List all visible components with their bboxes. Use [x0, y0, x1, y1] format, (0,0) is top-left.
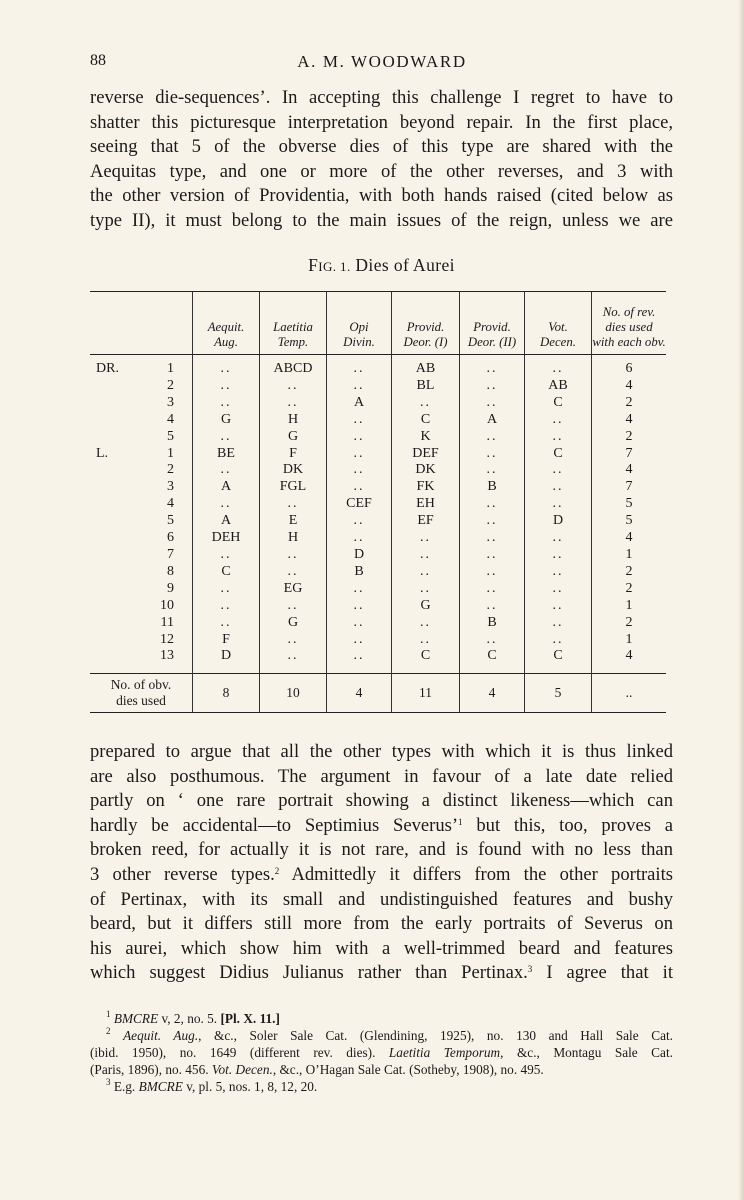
table-cell: 1	[592, 632, 667, 649]
table-cell: ..	[327, 479, 392, 496]
table-cell: BL	[392, 378, 460, 395]
table-cell: FK	[392, 479, 460, 496]
running-title: A. M. WOODWARD	[297, 52, 467, 71]
table-cell: D	[193, 648, 260, 673]
table-cell: ..	[525, 496, 592, 513]
table-cell: 7	[592, 479, 667, 496]
footnote-text: , &c., Montagu Sale Cat.	[500, 1045, 673, 1060]
table-row	[90, 530, 666, 547]
table-cell: B	[327, 564, 392, 581]
table-cell: ..	[193, 395, 260, 412]
table-cell: H	[260, 530, 327, 547]
table-cell: DEF	[392, 446, 460, 463]
table-cell: ..	[193, 581, 260, 598]
table-cell: ..	[460, 496, 525, 513]
footnote-ref: 3	[527, 964, 533, 975]
row-group-label	[90, 547, 134, 564]
running-head	[90, 52, 674, 74]
row-number: 5	[167, 513, 174, 529]
row-number: 11	[160, 614, 174, 630]
row-number: 7	[167, 546, 174, 562]
text-line: type II), it must belong to the main issues of the reign, unless we are	[90, 209, 673, 231]
table-cell: ..	[327, 632, 392, 649]
table-row	[90, 496, 666, 513]
table-cell: K	[392, 429, 460, 446]
footer-cell: 11	[392, 674, 460, 713]
table-cell: ..	[193, 355, 260, 378]
row-number: 3	[167, 479, 174, 495]
table-cell: ..	[460, 513, 525, 530]
table-cell: D	[525, 513, 592, 530]
footer-cell: 4	[460, 674, 525, 713]
footer-cell: ..	[592, 674, 667, 713]
text-fragment: but this, too, proves a	[476, 814, 673, 836]
table-cell: 1	[592, 547, 667, 564]
table-cell: ..	[525, 632, 592, 649]
footnote-italic: Laetitia Temporum	[388, 1045, 501, 1060]
table-cell: F	[260, 446, 327, 463]
row-group-label	[90, 462, 134, 479]
table-cell: C	[460, 648, 525, 673]
footnote-mark: 3	[106, 1077, 111, 1087]
page-edge-shadow	[738, 0, 744, 1200]
row-number: 10	[160, 597, 174, 613]
text-line: seeing that 5 of the obverse dies of this type are shared with the	[90, 136, 673, 158]
table-cell: 5	[592, 496, 667, 513]
table-cell: ..	[193, 547, 260, 564]
table-cell: ..	[525, 547, 592, 564]
table-cell: ..	[327, 355, 392, 378]
footnote-2-line-3	[90, 1061, 673, 1078]
table-cell: A	[327, 395, 392, 412]
row-number: 4	[167, 411, 174, 427]
footnote-text: (Paris, 1896), no. 456.	[90, 1062, 212, 1077]
footnote-text: , &c., O’Hagan Sale Cat. (Sotheby, 1908), no. 495.	[272, 1062, 544, 1077]
footer-cell: 10	[260, 674, 327, 713]
footnote-1	[90, 1010, 673, 1027]
text-line: beard, but it differs still more from the early portraits of Severus on	[90, 913, 673, 935]
table-cell: ..	[193, 496, 260, 513]
table-cell: C	[525, 648, 592, 673]
footnote-text: , &c., Soler Sale Cat. (Glendining, 1925), no. 130 and Hall Sale Cat.	[198, 1028, 673, 1043]
table-cell: ..	[327, 581, 392, 598]
column-header: Vot. Decen.	[525, 292, 592, 355]
column-header: Opi Divin.	[327, 292, 392, 355]
figure-label-initial: F	[308, 255, 319, 275]
table-row	[90, 564, 666, 581]
row-number: 2	[167, 462, 174, 478]
table-cell: ..	[525, 598, 592, 615]
table-cell: ..	[392, 615, 460, 632]
column-header: Provid. Deor. (I)	[392, 292, 460, 355]
table-row	[90, 378, 666, 395]
body-paragraph-bottom	[90, 740, 673, 986]
row-group-label	[90, 564, 134, 581]
table-row	[90, 615, 666, 632]
table-cell: EG	[260, 581, 327, 598]
table-cell: A	[193, 479, 260, 496]
row-group-label	[90, 530, 134, 547]
row-number: 8	[167, 563, 174, 579]
row-number: 9	[167, 580, 174, 596]
table-row	[90, 462, 666, 479]
table-cell: ..	[392, 530, 460, 547]
table-cell: ..	[327, 598, 392, 615]
row-group-label: L.	[96, 445, 109, 461]
row-group-label	[90, 395, 134, 412]
table-cell: AB	[392, 355, 460, 378]
table-cell: EF	[392, 513, 460, 530]
table-cell: ..	[525, 530, 592, 547]
row-group-label	[90, 648, 134, 673]
row-group-label	[90, 429, 134, 446]
table-header-row	[90, 292, 666, 355]
table-cell: A	[193, 513, 260, 530]
figure-title: Dies of Aurei	[355, 255, 455, 275]
table-cell: ..	[525, 564, 592, 581]
table-cell: ..	[460, 395, 525, 412]
table-header-stub	[90, 292, 193, 355]
table-cell: ..	[460, 632, 525, 649]
text-fragment: Admittedly it differs from the other portraits	[291, 863, 673, 885]
table-cell: ..	[460, 378, 525, 395]
row-number: 5	[167, 428, 174, 444]
text-line: the other version of Providentia, with both hands raised (cited below as	[90, 185, 673, 207]
table-cell: C	[392, 648, 460, 673]
footer-cell: 8	[193, 674, 260, 713]
footnote-text: v, pl. 5, nos. 1, 8, 12, 20.	[182, 1079, 318, 1094]
footnote-mark: 2	[106, 1026, 111, 1036]
footnote-2-line-2	[90, 1044, 673, 1061]
row-number: 1	[167, 445, 174, 461]
dies-table	[90, 291, 666, 713]
table-cell: ..	[327, 530, 392, 547]
text-fragment: hardly be accidental—to Septimius Severus’	[90, 814, 459, 836]
figure-caption	[90, 255, 673, 276]
row-group-label	[90, 615, 134, 632]
table-cell: ..	[260, 395, 327, 412]
table-cell: H	[260, 412, 327, 429]
footnote-ref: 2	[274, 865, 280, 876]
row-number: 6	[167, 530, 174, 546]
text-fragment: I agree that it	[546, 962, 673, 984]
table-cell: ..	[460, 462, 525, 479]
table-row	[90, 648, 666, 673]
column-header: Aequit. Aug.	[193, 292, 260, 355]
text-line: partly on ‘ one rare portrait showing a distinct likeness—which can	[90, 790, 673, 812]
table-cell: ..	[460, 547, 525, 564]
table-cell: ..	[392, 547, 460, 564]
text-line: broken reed, for actually it is not rare, and is found with no less than	[90, 839, 673, 861]
figure-label-rest: IG. 1.	[318, 259, 351, 274]
row-group-label	[90, 632, 134, 649]
table-cell: ..	[193, 378, 260, 395]
row-number: 3	[167, 394, 174, 410]
table-cell: 1	[592, 598, 667, 615]
table-cell: 7	[592, 446, 667, 463]
table-row	[90, 598, 666, 615]
table-cell: ..	[327, 513, 392, 530]
footnote-2	[90, 1027, 673, 1044]
table-cell: ..	[460, 446, 525, 463]
row-group-label: DR.	[96, 361, 119, 376]
table-cell: ..	[525, 412, 592, 429]
footer-label: No. of obv. dies used	[90, 674, 193, 713]
table-cell: 4	[592, 648, 667, 673]
page-number: 88	[90, 52, 106, 69]
column-header: Provid. Deor. (II)	[460, 292, 525, 355]
table-cell: 5	[592, 513, 667, 530]
table-cell: C	[193, 564, 260, 581]
text-line	[90, 863, 673, 888]
table-cell: ..	[460, 530, 525, 547]
table-cell: EH	[392, 496, 460, 513]
row-group-label	[90, 496, 134, 513]
table-cell: D	[327, 547, 392, 564]
row-number: 2	[167, 377, 174, 393]
table-cell: DEH	[193, 530, 260, 547]
footnote-mark: 1	[106, 1009, 111, 1019]
table-cell: BE	[193, 446, 260, 463]
table-cell: ..	[260, 598, 327, 615]
table-footer-row	[90, 674, 666, 713]
table-cell: ..	[260, 564, 327, 581]
table-cell: C	[525, 446, 592, 463]
table-cell: 2	[592, 429, 667, 446]
table-body	[90, 355, 666, 674]
table-cell: ..	[525, 355, 592, 378]
table-cell: G	[260, 429, 327, 446]
table-cell: 4	[592, 378, 667, 395]
row-group-label	[90, 581, 134, 598]
row-group-label	[90, 378, 134, 395]
table-cell: ..	[392, 395, 460, 412]
body-paragraph-top	[90, 86, 673, 234]
footnote-text: (ibid. 1950), no. 1649 (different rev. dies).	[90, 1045, 389, 1060]
table-cell: ..	[460, 564, 525, 581]
table-cell: ABCD	[260, 355, 327, 378]
table-cell: 4	[592, 412, 667, 429]
table-row	[90, 479, 666, 496]
table-cell: 2	[592, 564, 667, 581]
footnote-plate-ref: [Pl. X. 11.]	[220, 1011, 280, 1026]
table-cell: ..	[327, 615, 392, 632]
table-cell: ..	[525, 462, 592, 479]
table-cell: ..	[327, 446, 392, 463]
row-number: 4	[167, 496, 174, 512]
table-cell: ..	[260, 648, 327, 673]
footer-cell: 5	[525, 674, 592, 713]
table-cell: G	[193, 412, 260, 429]
table-row	[90, 412, 666, 429]
footnote-italic: Vot. Decen.	[211, 1062, 273, 1077]
table-row	[90, 355, 666, 378]
row-group-label	[90, 412, 134, 429]
table-cell: CEF	[327, 496, 392, 513]
table-cell: ..	[260, 378, 327, 395]
table-cell: ..	[193, 598, 260, 615]
footnote-italic: BMCRE	[113, 1011, 159, 1026]
table-row	[90, 429, 666, 446]
table-cell: 4	[592, 462, 667, 479]
text-line: his aurei, which show him with a well-trimmed beard and features	[90, 937, 673, 959]
table-cell: 2	[592, 395, 667, 412]
table-cell: ..	[460, 598, 525, 615]
table-cell: ..	[525, 479, 592, 496]
table-cell: 2	[592, 581, 667, 598]
table-cell: ..	[460, 429, 525, 446]
text-line: shatter this picturesque interpretation beyond repair. In the first place,	[90, 111, 673, 133]
table-cell: ..	[525, 581, 592, 598]
text-fragment: 3 other reverse types.	[90, 863, 275, 885]
table-cell: ..	[525, 615, 592, 632]
table-cell: ..	[525, 429, 592, 446]
table-cell: ..	[193, 429, 260, 446]
table-cell: E	[260, 513, 327, 530]
text-fragment: which suggest Didius Julianus rather than Pertinax.	[90, 962, 528, 984]
table-cell: ..	[260, 496, 327, 513]
row-group-label	[90, 598, 134, 615]
table-cell: ..	[327, 429, 392, 446]
table-cell: B	[460, 479, 525, 496]
table-cell: G	[392, 598, 460, 615]
table-cell: FGL	[260, 479, 327, 496]
table-row	[90, 513, 666, 530]
table-cell: A	[460, 412, 525, 429]
table-cell: ..	[327, 462, 392, 479]
table-cell: ..	[327, 648, 392, 673]
row-number: 1	[167, 361, 174, 376]
table-cell: C	[392, 412, 460, 429]
text-line: of Pertinax, with its small and undistinguished features and bushy	[90, 888, 673, 910]
footnote-ref: 1	[458, 816, 463, 827]
row-number: 12	[160, 631, 174, 647]
table-cell: ..	[260, 547, 327, 564]
table-cell: AB	[525, 378, 592, 395]
footnote-italic: Aequit. Aug.	[123, 1028, 199, 1043]
table-row	[90, 581, 666, 598]
table-row	[90, 632, 666, 649]
table-cell: DK	[392, 462, 460, 479]
table-cell: ..	[392, 564, 460, 581]
table-cell: ..	[260, 632, 327, 649]
row-number: 13	[160, 648, 174, 664]
table-cell: ..	[392, 632, 460, 649]
table-row	[90, 395, 666, 412]
table-cell: 4	[592, 530, 667, 547]
table-cell: ..	[327, 378, 392, 395]
table-cell: DK	[260, 462, 327, 479]
table-cell: 2	[592, 615, 667, 632]
table-cell: ..	[193, 462, 260, 479]
footnote-3	[90, 1078, 673, 1095]
text-line	[90, 814, 673, 839]
text-line: Aequitas type, and one or more of the other reverses, and 3 with	[90, 160, 673, 182]
text-line: prepared to argue that all the other types with which it is thus linked	[90, 741, 673, 762]
table-cell: ..	[327, 412, 392, 429]
table-cell: ..	[460, 355, 525, 378]
row-group-label	[90, 479, 134, 496]
table-cell: 6	[592, 355, 667, 378]
table-row	[90, 446, 666, 463]
row-group-label	[90, 513, 134, 530]
column-header: No. of rev. dies used with each obv.	[592, 292, 667, 355]
footnote-italic: BMCRE	[138, 1079, 183, 1094]
table-cell: F	[193, 632, 260, 649]
footnote-text: E.g.	[110, 1079, 139, 1094]
table-cell: ..	[460, 581, 525, 598]
footer-cell: 4	[327, 674, 392, 713]
table-row	[90, 547, 666, 564]
text-line	[90, 961, 673, 986]
table-cell: ..	[392, 581, 460, 598]
text-line: reverse die-sequences’. In accepting this challenge I regret to have to	[90, 87, 673, 108]
footnote-text: v, 2, no. 5.	[158, 1011, 221, 1026]
table-cell: C	[525, 395, 592, 412]
table-cell: B	[460, 615, 525, 632]
table-cell: G	[260, 615, 327, 632]
column-header: Laetitia Temp.	[260, 292, 327, 355]
table-cell: ..	[193, 615, 260, 632]
footnotes	[90, 1010, 673, 1095]
text-line: are also posthumous. The argument in favour of a late date relied	[90, 765, 673, 787]
